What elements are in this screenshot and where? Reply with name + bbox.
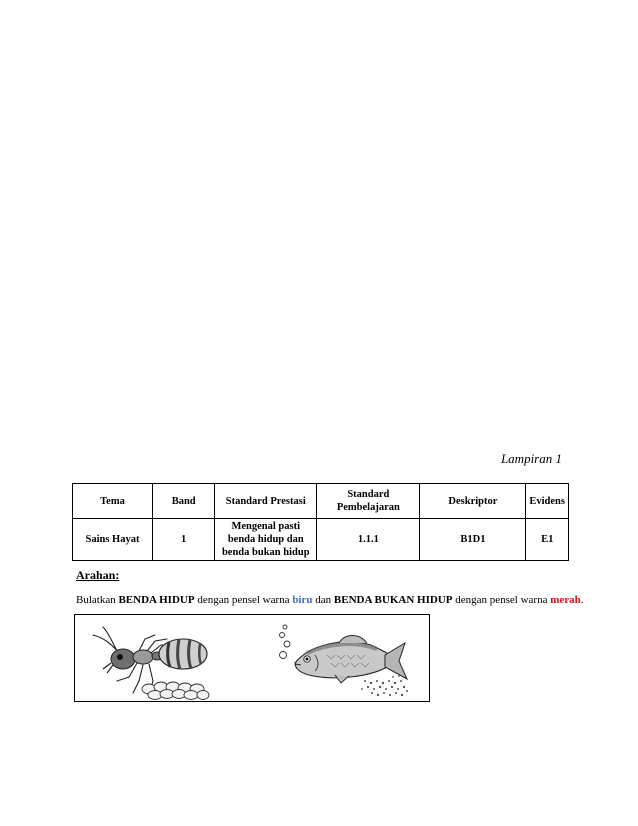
picture-box (74, 614, 430, 702)
benda-bukan-hidup-text: BENDA BUKAN HIDUP (333, 594, 453, 606)
blue-word: biru (292, 594, 313, 606)
cell-standard-prestasi: Mengenal pasti benda hidup dan benda bukan hidup (215, 519, 317, 561)
instruction-part: . (580, 594, 584, 606)
instruction-part: Bulatkan (76, 594, 119, 606)
assessment-table (72, 483, 569, 561)
benda-hidup-text: BENDA HIDUP (118, 594, 195, 606)
instruction-part: dan (312, 594, 334, 606)
header-tema: Tema (73, 484, 153, 519)
cell-standard-pembelajaran: 1.1.1 (317, 519, 420, 561)
header-standard-pembelajaran: Standard Pembelajaran (317, 484, 420, 519)
lampiran-label: Lampiran 1 (500, 451, 562, 466)
cell-deskriptor: B1D1 (420, 519, 526, 561)
instruction-text (76, 594, 584, 606)
table-header-row (73, 484, 569, 519)
fish-illustration[interactable] (273, 619, 413, 699)
header-band: Band (153, 484, 215, 519)
instruction-part: dengan pensel warna (452, 594, 551, 606)
header-evidens: Evidens (526, 484, 569, 519)
table-row (73, 519, 569, 561)
instruction-part: dengan pensel warna (194, 594, 293, 606)
header-deskriptor: Deskriptor (420, 484, 526, 519)
cell-evidens: E1 (526, 519, 569, 561)
cell-tema: Sains Hayat (73, 519, 153, 561)
cell-band: 1 (153, 519, 215, 561)
ant-illustration[interactable] (79, 621, 219, 701)
header-standard-prestasi: Standard Prestasi (215, 484, 317, 519)
red-word: merah (550, 594, 581, 606)
arahan-heading: Arahan: (76, 568, 120, 582)
